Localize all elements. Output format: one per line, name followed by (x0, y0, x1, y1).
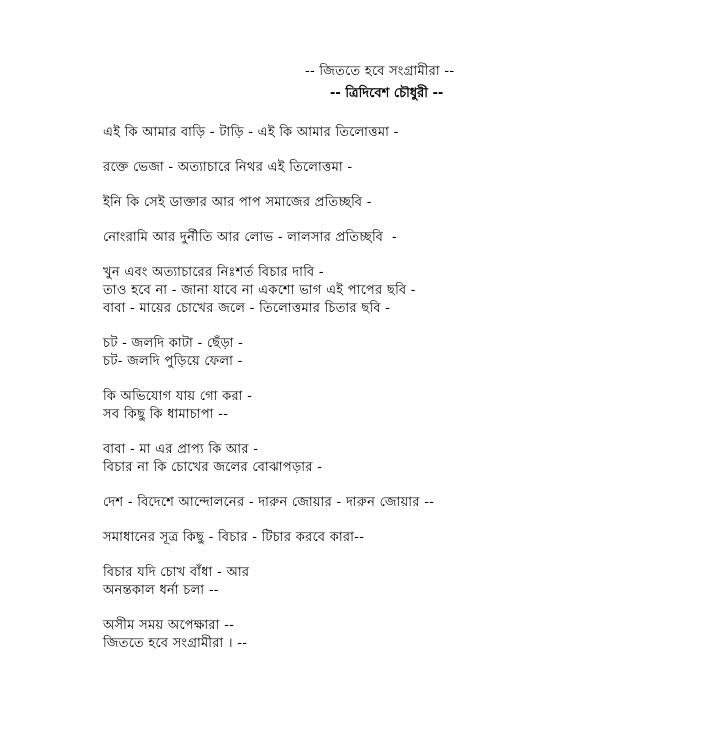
poem-line: সমাধানের সূত্র কিছু - বিচার - টিচার করবে কারা-- (103, 530, 365, 545)
stanza (103, 159, 683, 177)
stanza (103, 335, 683, 371)
poem-line: এই কি আমার বাড়ি - টাড়ি - এই কি আমার তিলোত্তমা - (103, 125, 399, 140)
poem-line: চট - জলদি কাটা - ছেঁড়া - (103, 336, 244, 351)
poem-line: সব কিছু কি ধামাচাপা -- (103, 407, 229, 422)
poem-title: -- জিততে হবে সংগ্রামীরা -- (305, 64, 455, 79)
poem-line: নোংরামি আর দুর্নীতি আর লোভ - লালসার প্রতিচ্ছবি - (103, 230, 398, 245)
poem-line: দেশ - বিদেশে আন্দোলনের - দারুন জোয়ার - দারুন জোয়ার -- (103, 495, 435, 510)
stanza (103, 194, 683, 212)
poem-line: জিততে হবে সংগ্রামীরা । -- (103, 636, 248, 651)
stanza (103, 494, 683, 512)
poem-line: বাবা - মায়ের চোখের জলে - তিলোত্তমার চিতার ছবি - (103, 301, 391, 316)
poem-line: চট- জলদি পুড়িয়ে ফেলা - (103, 354, 243, 369)
stanza (103, 441, 683, 477)
stanza (103, 264, 683, 318)
poem-line: কি অভিযোগ যায় গো করা - (103, 389, 253, 404)
poem-body (103, 124, 683, 670)
poem-line: তাও হবে না - জানা যাবে না একশো ভাগ এই পাপের ছবি - (103, 283, 416, 298)
stanza (103, 388, 683, 424)
poem-line: বিচার যদি চোখ বাঁধা - আর (103, 565, 250, 580)
stanza (103, 617, 683, 653)
poem-line: ইনি কি সেই ডাক্তার আর পাপ সমাজের প্রতিচ্ছবি - (103, 195, 372, 210)
poem-line: খুন এবং অত্যাচারের নিঃশর্ত বিচার দাবি - (103, 265, 324, 280)
poem-author: -- ত্রিদিবেশ চৌধুরী -- (330, 86, 444, 101)
poem-line: বিচার না কি চোখের জলের বোঝাপড়ার - (103, 460, 323, 475)
poem-line: অনন্তকাল ধর্না চলা -- (103, 583, 219, 598)
stanza (103, 124, 683, 142)
stanza (103, 529, 683, 547)
stanza (103, 564, 683, 600)
stanza (103, 229, 683, 247)
poem-line: অসীম সময় অপেক্ষারা -- (103, 618, 235, 633)
poem-line: বাবা - মা এর প্রাপ্য কি আর - (103, 442, 259, 457)
poem-line: রক্তে ভেজা - অত্যাচারে নিথর এই তিলোত্তমা - (103, 160, 353, 175)
